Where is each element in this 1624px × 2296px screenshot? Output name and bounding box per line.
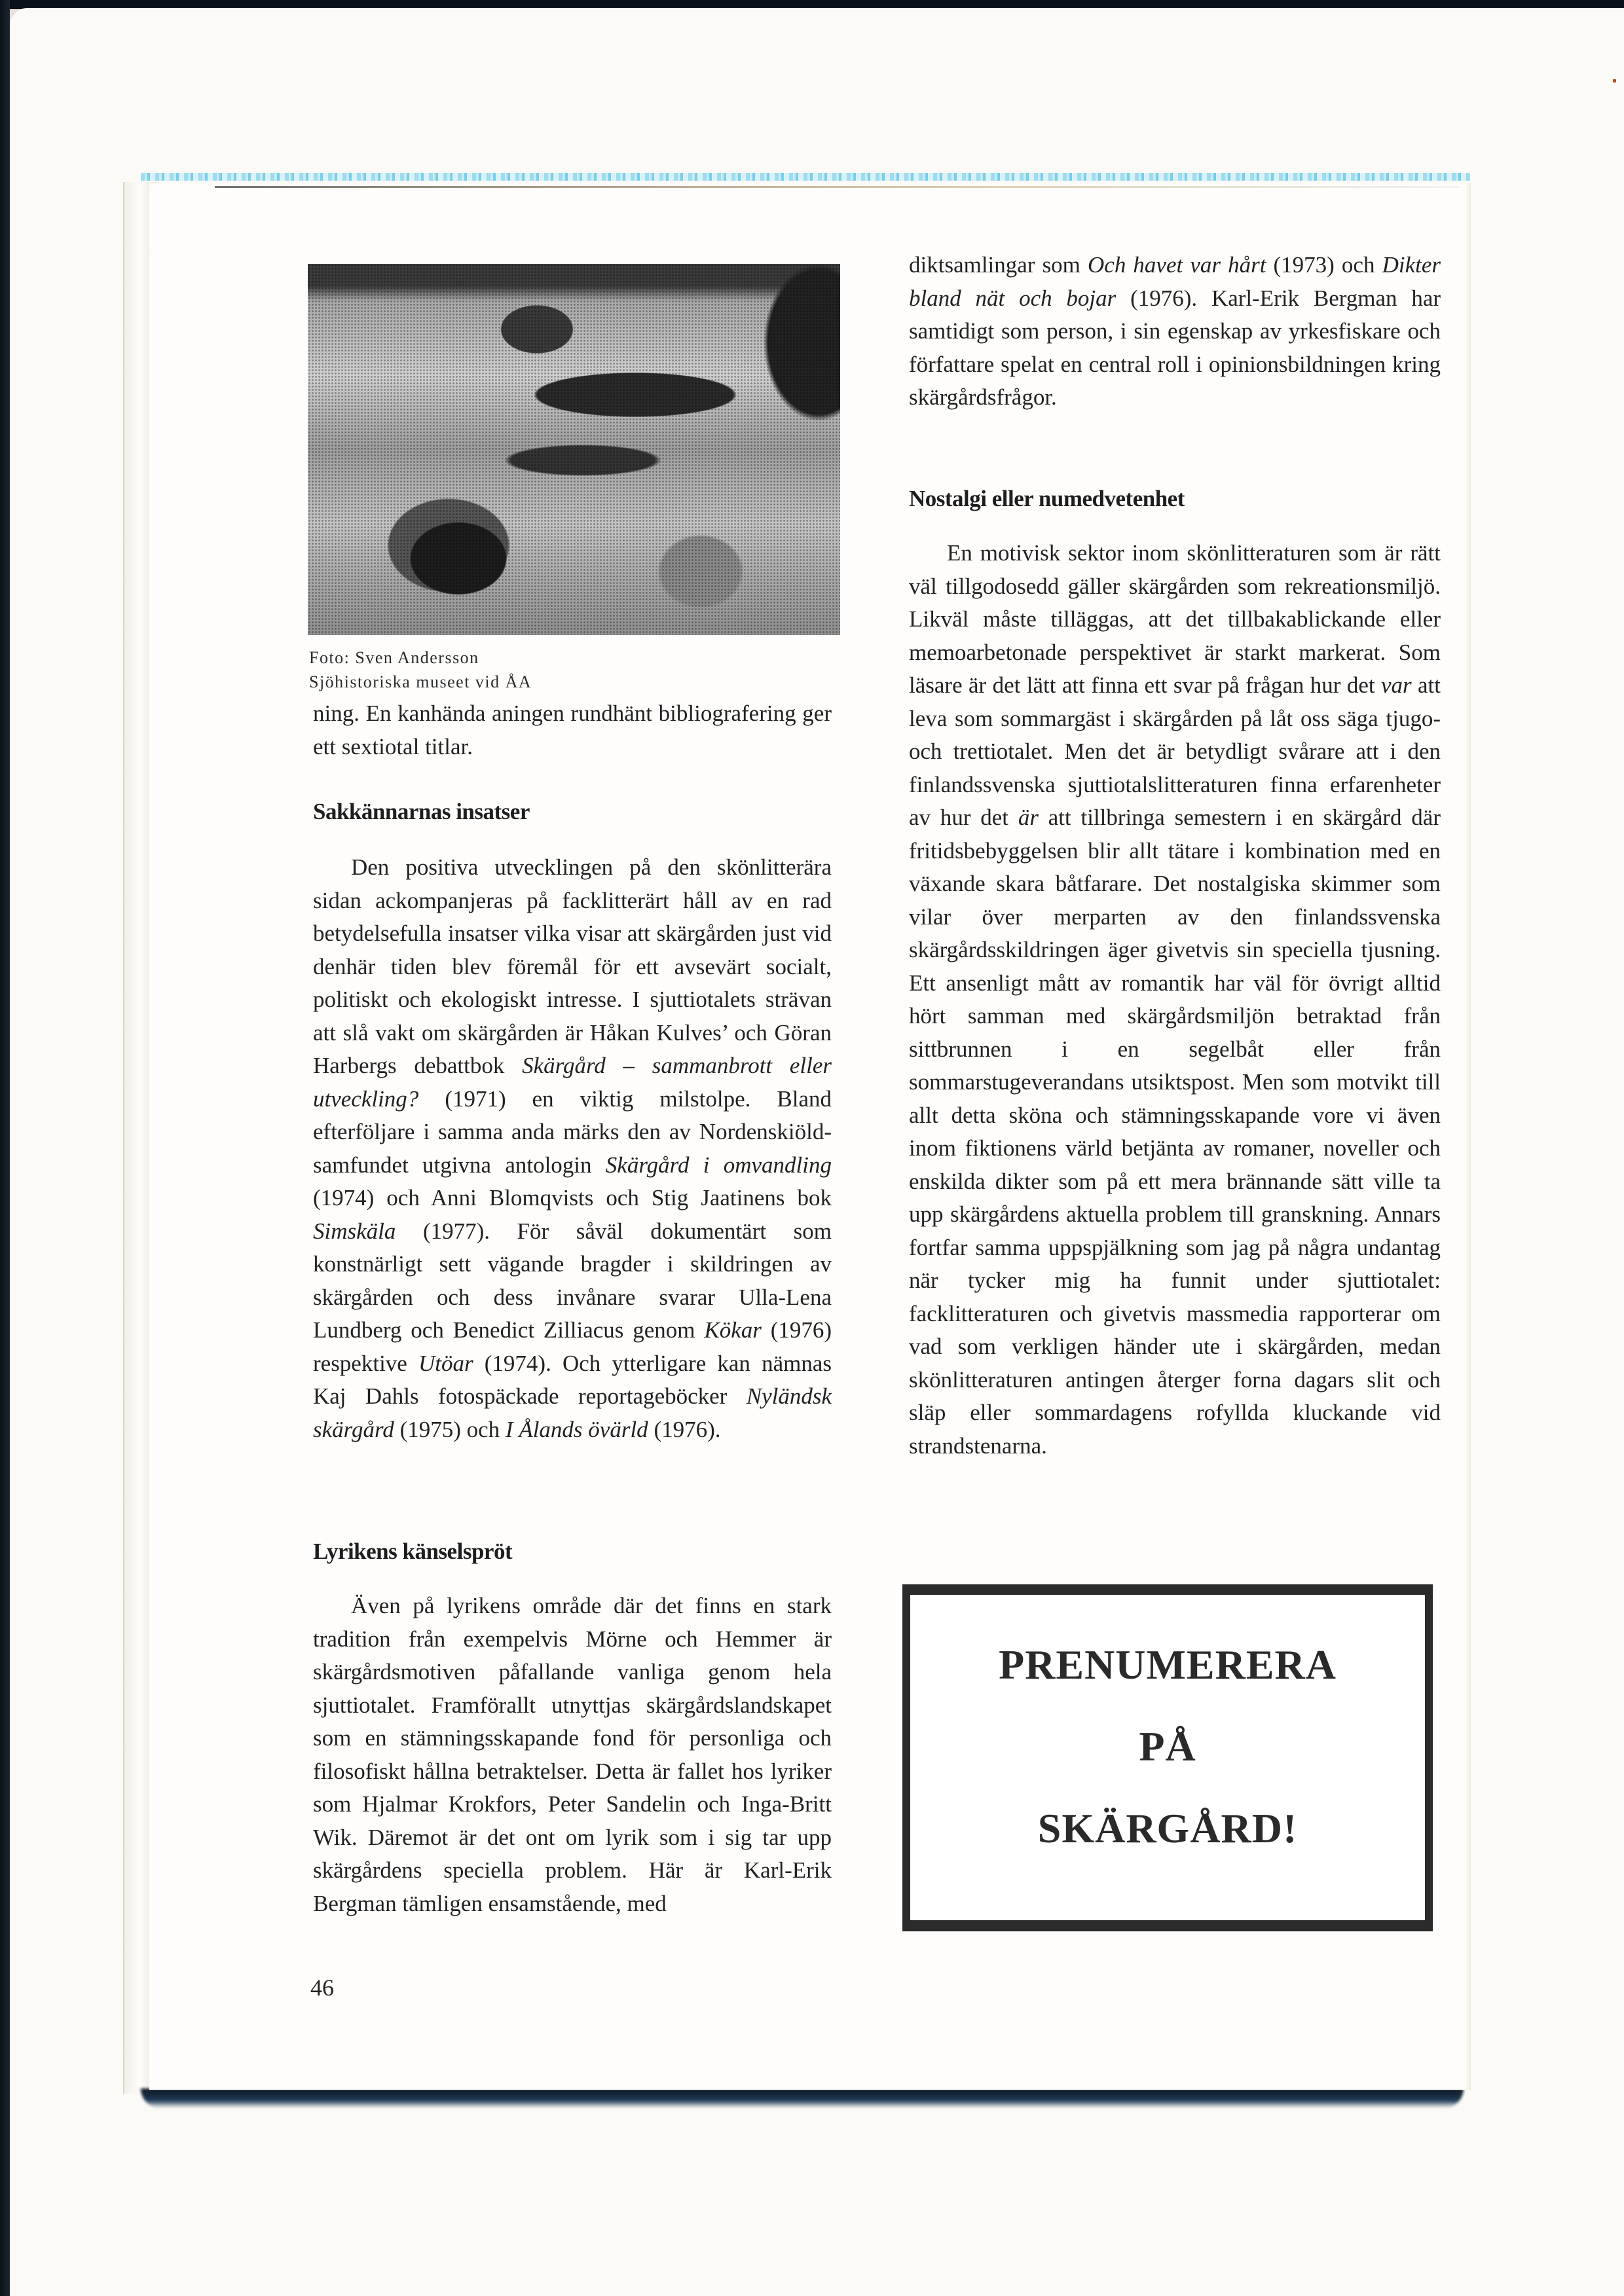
section-paragraph-sakkannarnas: Den positiva utvecklingen på den skönlitterära sidan ackompanjeras på facklitterärt håll av en rad betydelsefulla insatser vilka visar att skärgården just vid denhär tiden blev föremål för ett avsevärt socialt, politiskt och ekologiskt intresse. I sjuttiotalets strävan att slå vakt om skärgården är Håkan Kulves’ och Göran Harbergs debattbok Skärgård – sammanbrott eller utveckling? (1971) en viktig milstolpe. Bland efterföljare i samma anda märks den av Nordenskiöld-samfundet utgivna antologin Skärgård i omvandling (1974) och Anni Blomqvists och Stig Jaatinens bok Simskäla (1977). För såväl dokumentärt som konstnärligt sett vägande bragder i skildringen av skärgården och dess invånare svarar Ulla-Lena Lundberg och Benedict Zilliacus genom Kökar (1976) respektive Utöar (1974). Och ytterligare kan nämnas Kaj Dahls fotospäckade reportageböcker Nyländsk skärgård (1975) och I Ålands övärld (1976).	[313, 854, 832, 1442]
scanner-edge-left	[0, 0, 10, 2296]
ad-line-prenumerera: PRENUMERERA	[999, 1641, 1337, 1688]
section-heading-nostalgi: Nostalgi eller numedvetenhet	[909, 486, 1185, 511]
section-heading-lyrikens: Lyrikens känselspröt	[313, 1539, 513, 1564]
page-top-edge	[215, 186, 1459, 188]
ad-line-pa: PÅ	[1139, 1723, 1196, 1770]
dust-speck	[1613, 79, 1616, 82]
book-page	[149, 183, 1471, 2090]
photo-caption	[309, 646, 532, 694]
section-paragraph-lyrikens: Även på lyrikens område där det finns en stark tradition från exempelvis Mörne och Hemmer är skärgårdsmotiven påfallande vanliga genom hela sjuttiotalet. Framförallt utnyttjas skärgårdslandskapet som en stämningsskapande fond för personliga och filosofiskt hållna betraktelser. Detta är fallet hos lyriker som Hjalmar Krokfors, Peter Sandelin och Inga-Britt Wik. Däremot är det ont om lyrik som i sig tar upp skärgårdens speciella problem. Här är Karl-Erik Bergman tämligen ensamstående, med	[313, 1593, 832, 1916]
subscription-advertisement	[902, 1584, 1433, 1931]
section-heading-sakkannarnas: Sakkännarnas insatser	[313, 799, 530, 824]
section-paragraph-nostalgi: En motivisk sektor inom skönlitteraturen som är rätt väl tillgodosedd gäller skärgården som rekreationsmiljö. Likväl måste tilläggas, att det tillbakablickande eller memoarbetonade perspektivet är starkt markerat. Som läsare är det lätt att finna ett svar på frågan hur det var att leva som sommargäst i skärgården på låt oss säga tjugo- och trettiotalet. Men det är betydligt svårare att i den finlandssvenska sjuttiotalslitteraturen finna erfarenheter av hur det är att tillbringa semestern i en skärgård där fritidsbebyggelsen blir allt tätare i kombination med en växande skara båtfarare. Det nostalgiska skimmer som vilar över merparten av den finlandssvenska skärgårdsskildringen äger givetvis sin speciella tjusning. Ett ansenligt mått av romantik har väl för övrigt alltid hört samman med skärgårdsmiljön betraktad från sittbrunnen i en segelbåt eller från sommarstugeverandans utsiktspost. Men som motvikt till allt detta sköna och stämningsskapande vore vi även inom fiktionens värld betjänta av romaner, noveller och enskilda dikter som på ett mera brännande sätt ville ta upp skärgårdens aktuella problem till granskning. Annars fortfar samma uppspjälkning som jag på några undantag när tycker mig ha funnit under sjuttiotalet: facklitteraturen och givetvis massmedia rapporterar om vad som verkligen händer ute i skärgården, medan skönlitteraturen antingen återger forna dagars slit och släp eller sommardagens rofyllda kluckande vid strandstenarna.	[909, 540, 1441, 1459]
book-cover-edge	[141, 173, 1470, 181]
ad-line-skargard: SKÄRGÅRD!	[1037, 1805, 1298, 1851]
page-number: 46	[310, 1975, 334, 2001]
book-shadow	[141, 2088, 1464, 2108]
continuation-paragraph: diktsamlingar som Och havet var hårt (1973) och Dikter bland nät och bojar (1976). Karl-Erik Bergman har samtidigt som person, i sin egenskap av yrkesfiskare och författare spelat en central roll i opinionsbildningen kring skärgårdsfrågor.	[909, 252, 1441, 410]
photo-credit: Foto: Sven Andersson	[309, 648, 479, 667]
halftone-photo	[308, 264, 840, 635]
photo-source: Sjöhistoriska museet vid ÅA	[309, 672, 532, 691]
intro-paragraph: ning. En kanhända aningen rundhänt bibliografering ger ett sextiotal titlar.	[313, 701, 832, 759]
